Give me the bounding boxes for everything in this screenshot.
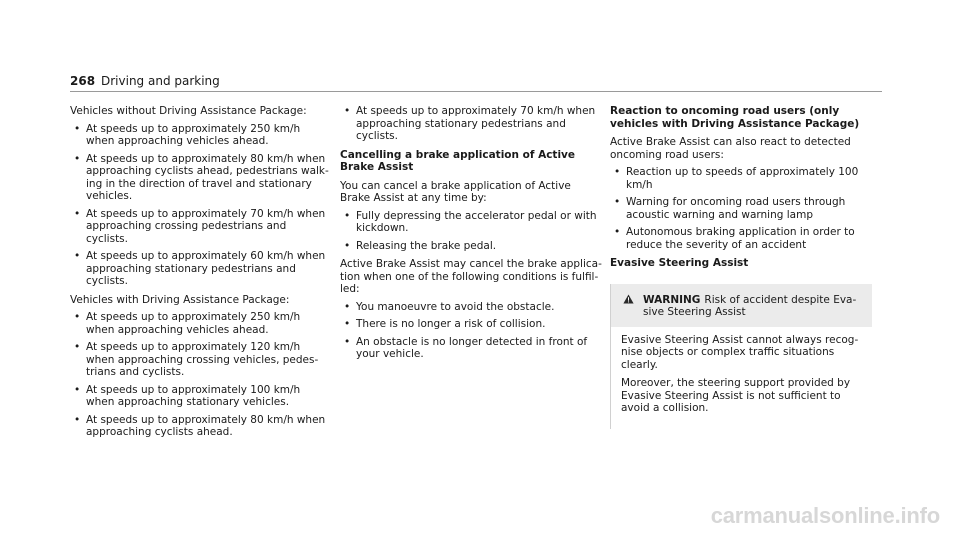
- warning-triangle-icon: [623, 294, 634, 308]
- list-without-package: [70, 123, 330, 288]
- list-item: [340, 240, 602, 253]
- bullet-icon: •: [344, 239, 351, 252]
- page-header: [70, 74, 882, 92]
- intro-without-package: Vehicles without Driving Assistance Package:: [70, 105, 307, 117]
- list-item-text: At speeds up to approximately 60 km/h when approaching stationary pedestrians and cyclists.: [86, 250, 326, 287]
- heading-oncoming: Reaction to oncoming road users (only vehicles with Driving Assistance Package): [610, 105, 860, 130]
- list-item: [70, 153, 330, 203]
- list-oncoming: [610, 166, 872, 251]
- list-item-text: At speeds up to approximately 80 km/h when approaching cyclists ahead, pedestrians walk-ing in the direction of travel and stationary vehicles.: [86, 152, 329, 202]
- heading-cancel-brake: Cancelling a brake application of Active Brake Assist: [340, 148, 576, 173]
- list-cancel: [340, 210, 602, 253]
- list-item-text: At speeds up to approximately 250 km/h when approaching vehicles ahead.: [86, 311, 301, 336]
- list-item-text: At speeds up to approximately 250 km/h when approaching vehicles ahead.: [86, 122, 301, 147]
- list-item: [340, 318, 602, 331]
- bullet-icon: •: [74, 122, 81, 135]
- list-item: [340, 210, 602, 235]
- list-with-package: [70, 311, 330, 439]
- bullet-icon: •: [614, 166, 621, 178]
- section-title: Driving and parking: [101, 74, 220, 88]
- para-conditions: Active Brake Assist may cancel the brake applica-tion when one of the following conditions is fulfil-led:: [340, 258, 602, 295]
- list-conditions: [340, 301, 602, 361]
- list-item-text: At speeds up to approximately 100 km/h when approaching stationary vehicles.: [86, 383, 301, 408]
- bullet-icon: •: [74, 207, 81, 220]
- bullet-icon: •: [614, 196, 621, 208]
- warning-header: [611, 284, 872, 327]
- bullet-icon: •: [344, 105, 351, 117]
- para-cancel: You can cancel a brake application of Active Brake Assist at any time by:: [340, 179, 571, 204]
- list-item: [610, 166, 872, 191]
- list-item: [70, 384, 330, 409]
- column-left: [70, 105, 330, 445]
- list-item: [70, 311, 330, 336]
- intro-with-package: Vehicles with Driving Assistance Package:: [70, 293, 290, 306]
- list-item-text: At speeds up to approximately 70 km/h when approaching stationary pedestrians and cyclists.: [356, 105, 596, 142]
- warning-body: [611, 327, 872, 429]
- list-item-text: At speeds up to approximately 80 km/h when approaching cyclists ahead.: [86, 413, 326, 438]
- list-item: [70, 123, 330, 148]
- list-item-text: Autonomous braking application in order to reduce the severity of an accident: [626, 226, 855, 251]
- watermark: carmanualsonline.info: [710, 503, 940, 528]
- warning-body-1: Evasive Steering Assist cannot always recog-nise objects or complex traffic situations clearly.: [621, 333, 859, 371]
- list-item: [340, 105, 602, 143]
- bullet-icon: •: [74, 152, 81, 165]
- list-item-text: An obstacle is no longer detected in front of your vehicle.: [356, 335, 588, 360]
- warning-label: WARNING: [643, 293, 701, 306]
- list-item: [610, 226, 872, 251]
- bullet-icon: •: [344, 335, 351, 348]
- para-oncoming: Active Brake Assist can also react to detected oncoming road users:: [610, 136, 851, 161]
- list-item-text: Fully depressing the accelerator pedal or with kickdown.: [356, 209, 597, 234]
- list-item: [340, 336, 602, 361]
- list-item-text: At speeds up to approximately 70 km/h when approaching crossing pedestrians and cyclists.: [86, 207, 326, 245]
- bullet-icon: •: [74, 311, 81, 323]
- bullet-icon: •: [344, 209, 351, 222]
- warning-text: [621, 294, 864, 319]
- bullet-icon: •: [74, 383, 81, 396]
- bullet-icon: •: [344, 318, 351, 330]
- header-rule: [70, 91, 882, 92]
- bullet-icon: •: [614, 226, 621, 238]
- bullet-icon: •: [74, 341, 81, 353]
- warning-box: [610, 284, 872, 429]
- heading-evasive: Evasive Steering Assist: [610, 257, 749, 269]
- list-item-text: You manoeuvre to avoid the obstacle.: [356, 300, 555, 313]
- list-item-text: Reaction up to speeds of approximately 100 km/h: [626, 166, 859, 191]
- bullet-icon: •: [344, 300, 351, 313]
- column-middle: [340, 105, 602, 367]
- list-item: [70, 250, 330, 288]
- list-item-text: At speeds up to approximately 120 km/h when approaching crossing vehicles, pedes-trians and cyclists.: [86, 341, 319, 378]
- bullet-icon: •: [74, 250, 81, 262]
- column-right: [610, 105, 872, 429]
- warning-body-2: Moreover, the steering support provided by Evasive Steering Assist is not sufficient to avoid a collision.: [621, 377, 851, 414]
- list-item: [70, 208, 330, 246]
- page-number: 268: [70, 74, 96, 88]
- list-item-text: Releasing the brake pedal.: [356, 239, 497, 252]
- list-item-text: Warning for oncoming road users through acoustic warning and warning lamp: [626, 196, 846, 221]
- list-item: [70, 414, 330, 439]
- list-continued: [340, 105, 602, 143]
- list-item: [340, 301, 602, 314]
- warning-title: Risk of accident despite Eva-sive Steering Assist: [643, 293, 857, 318]
- list-item: [610, 196, 872, 221]
- bullet-icon: •: [74, 413, 81, 426]
- list-item-text: There is no longer a risk of collision.: [356, 318, 546, 330]
- list-item: [70, 341, 330, 379]
